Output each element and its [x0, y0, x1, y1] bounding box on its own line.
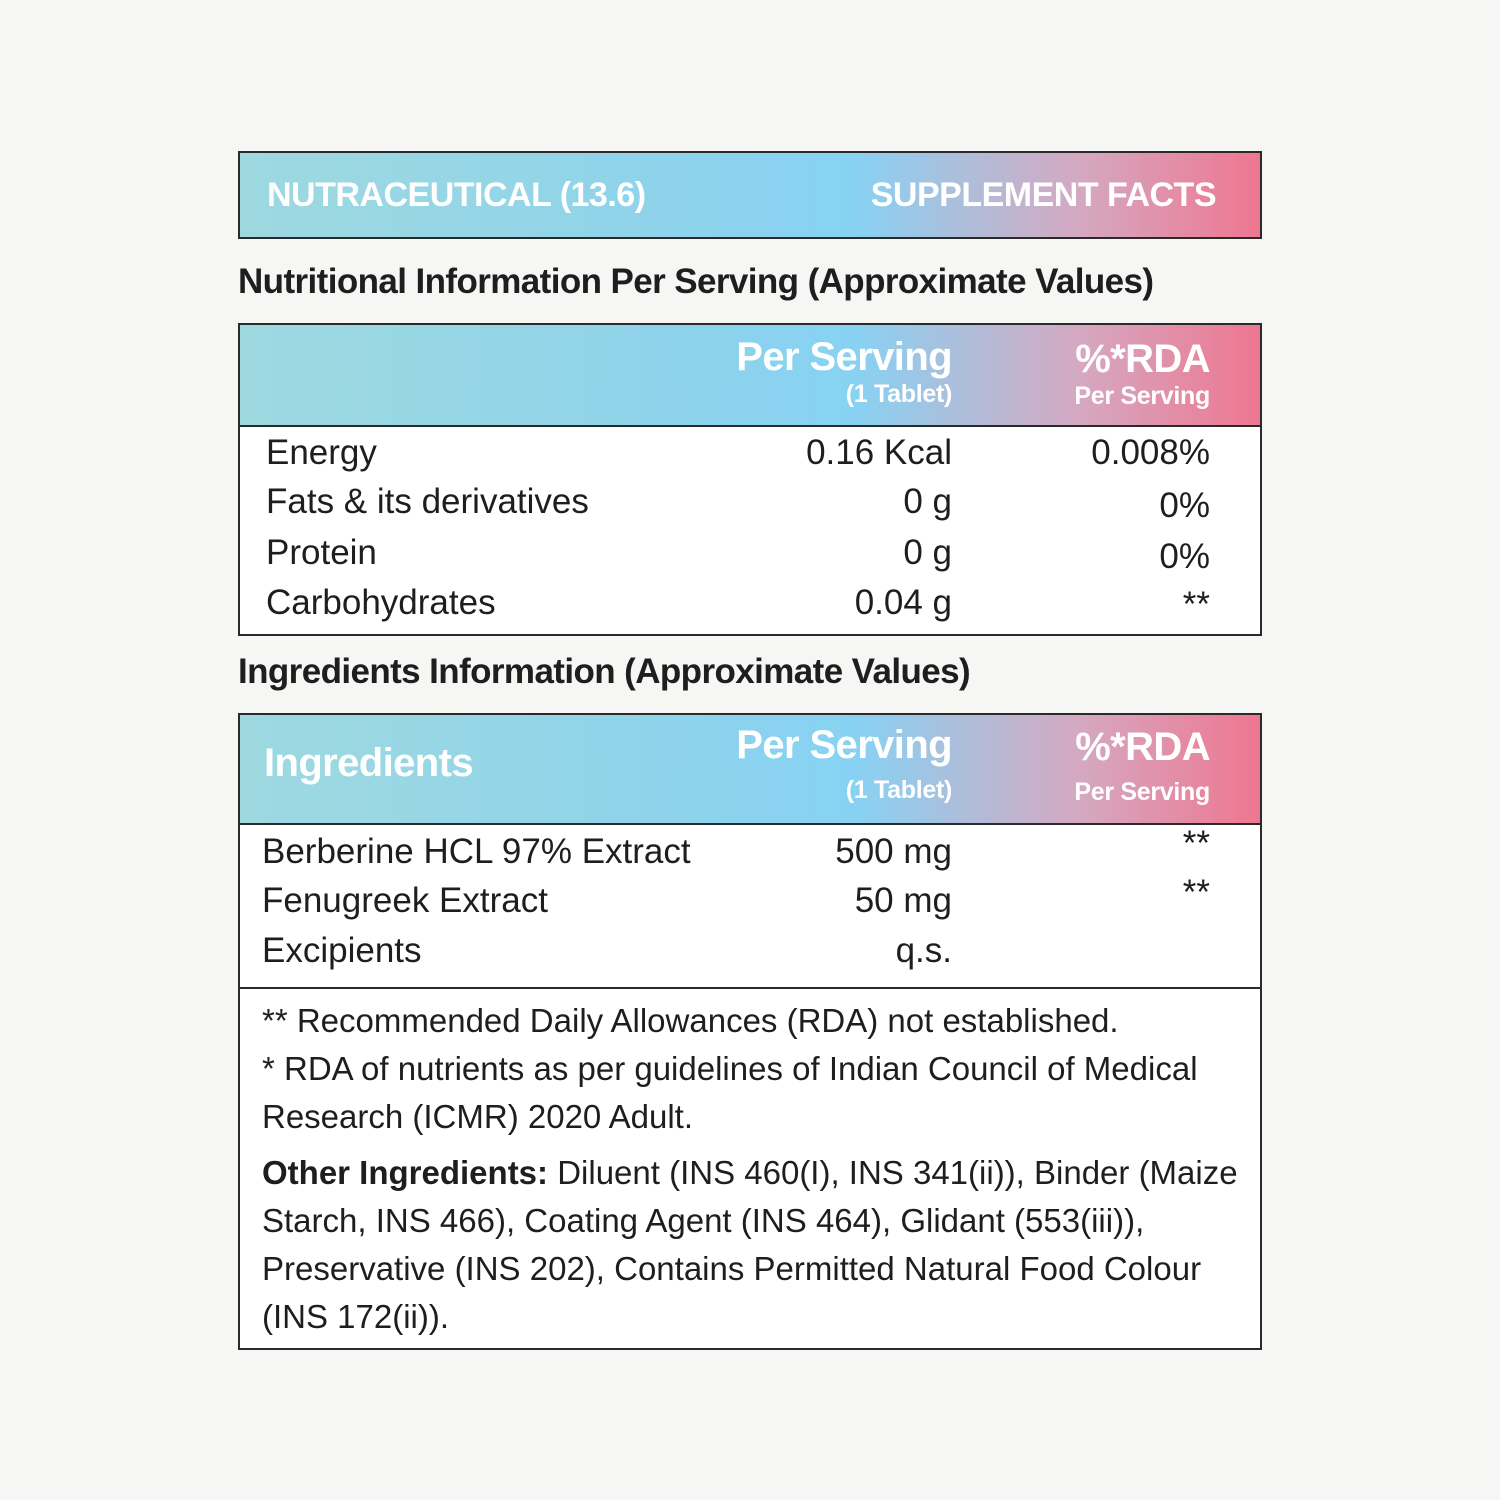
- banner-title: SUPPLEMENT FACTS: [870, 175, 1216, 214]
- ingredients-per-serving-header: Per Serving (1 Tablet): [736, 723, 952, 804]
- supplement-banner: [238, 151, 1262, 239]
- nutrition-section-title: Nutritional Information Per Serving (Approximate Values): [238, 262, 1154, 301]
- rda-header: %*RDA Per Serving: [1074, 337, 1210, 410]
- ingredient-row-fenugreek: Fenugreek Extract 50 mg **: [262, 873, 1210, 920]
- per-serving-header: Per Serving (1 Tablet): [736, 335, 952, 408]
- nutrition-row-protein: Protein 0 g 0%: [266, 533, 1210, 576]
- nutrition-table: [238, 323, 1262, 636]
- ingredients-table-header: [240, 715, 1260, 825]
- nutrition-row-carbohydrates: Carbohydrates 0.04 g **: [266, 583, 1210, 624]
- nutrition-row-energy: Energy 0.16 Kcal 0.008%: [266, 433, 1210, 472]
- footnotes: [240, 987, 1260, 1341]
- ingredients-rda-header: %*RDA Per Serving: [1074, 725, 1210, 806]
- nutrition-table-header: [240, 325, 1260, 427]
- footnote-rda-not-established: ** Recommended Daily Allowances (RDA) not established.: [262, 1002, 1119, 1039]
- banner-category: NUTRACEUTICAL (13.6): [267, 175, 646, 214]
- ingredients-table: [238, 713, 1262, 1350]
- other-ingredients-label: Other Ingredients:: [262, 1154, 549, 1191]
- other-ingredients: [240, 1149, 1260, 1341]
- nutrition-row-fats: Fats & its derivatives 0 g 0%: [266, 482, 1210, 525]
- ingredients-section-title: Ingredients Information (Approximate Values): [238, 652, 971, 691]
- ingredient-row-berberine: Berberine HCL 97% Extract 500 mg **: [262, 824, 1210, 871]
- ingredient-row-excipients: Excipients q.s.: [262, 931, 952, 970]
- footnote-icmr: * RDA of nutrients as per guidelines of Indian Council of Medical Research (ICMR) 2020 Adult.: [262, 1050, 1198, 1135]
- ingredients-name-header: Ingredients: [264, 741, 473, 785]
- other-ingredients-text: Diluent (INS 460(I), INS 341(ii)), Binder (Maize Starch, INS 466), Coating Agent (INS 464), Glidant (553(iii)), Preservative (INS 202), Contains Permitted Natural Food Colour (INS 172(ii)).: [262, 1154, 1238, 1335]
